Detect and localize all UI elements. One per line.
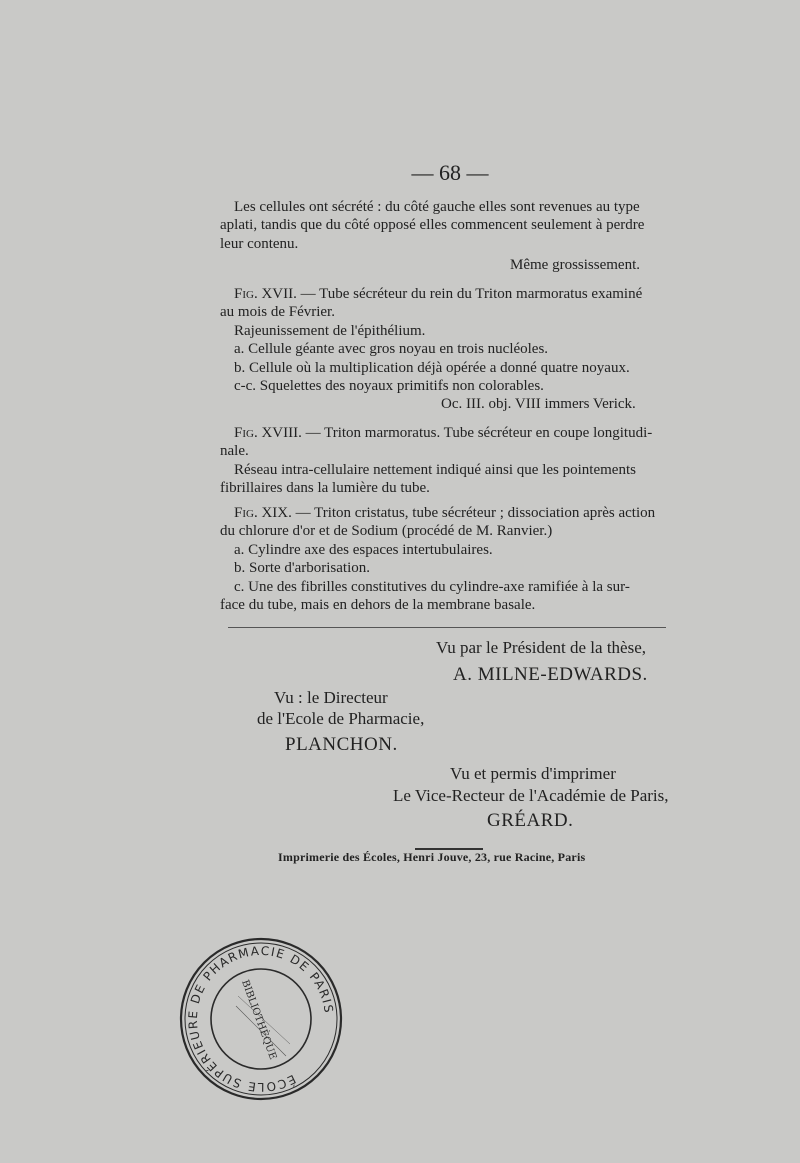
page-number: — 68 — — [411, 160, 489, 185]
fig17-line: Rajeunissement de l'épithélium. — [234, 322, 426, 339]
print-permission-line: Le Vice-Recteur de l'Académie de Paris, — [393, 786, 669, 805]
svg-text:ÉCOLE SUPÉRIEURE DE PHARMACIE: ÉCOLE SUPÉRIEURE DE PHARMACIE DE PARIS — [185, 943, 336, 1095]
fig18-line: fibrillaires dans la lumière du tube. — [220, 480, 430, 497]
print-permission-line: Vu et permis d'imprimer — [450, 764, 616, 783]
fig19-block — [220, 504, 666, 614]
fig18-label: Fig. XVIII. — [234, 425, 302, 441]
fig17-line: c-c. Squelettes des noyaux primitifs non colorables. — [234, 378, 544, 395]
fig17-line: au mois de Février. — [220, 304, 335, 321]
printer-imprint: Imprimerie des Écoles, Henri Jouve, 23, rue Racine, Paris — [278, 850, 586, 864]
intro-line: Les cellules ont sécrété : du côté gauche elles sont revenues au type — [234, 199, 640, 215]
section-divider — [228, 627, 666, 628]
fig19-line: b. Sorte d'arborisation. — [234, 560, 371, 577]
fig17-line: b. Cellule où la multiplication déjà opérée a donné quatre noyaux. — [234, 359, 630, 376]
fig19-line: a. Cylindre axe des espaces intertubulaires. — [234, 541, 493, 558]
fig19-line: face du tube, mais en dehors de la membrane basale. — [220, 597, 536, 614]
library-stamp — [178, 936, 344, 1102]
magnification-note: Même grossissement. — [510, 257, 640, 273]
intro-paragraph — [220, 198, 666, 253]
svg-text:BIBLIOTHÈQUE: BIBLIOTHÈQUE — [239, 978, 279, 1062]
president-line: Vu par le Président de la thèse, — [436, 638, 646, 657]
fig17-optics: Oc. III. obj. VIII immers Verick. — [441, 396, 636, 412]
intro-line: aplati, tandis que du côté opposé elles commencent seulement à perdre — [220, 217, 645, 234]
fig19-label: Fig. XIX. — [234, 505, 292, 521]
director-line: de l'Ecole de Pharmacie, — [257, 709, 425, 728]
president-name: A. MILNE-EDWARDS. — [453, 664, 648, 685]
fig17-line: — Tube sécréteur du rein du Triton marmoratus examiné — [300, 286, 643, 302]
director-line: Vu : le Directeur — [274, 688, 388, 707]
fig18-line: Réseau intra-cellulaire nettement indiqué ainsi que les pointements — [234, 461, 636, 478]
fig17-label: Fig. XVII. — [234, 286, 297, 302]
director-name: PLANCHON. — [285, 734, 398, 755]
fig18-block — [220, 424, 666, 498]
fig19-line: — Triton cristatus, tube sécréteur ; dissociation après action — [295, 505, 656, 521]
fig19-line: du chlorure d'or et de Sodium (procédé de M. Ranvier.) — [220, 523, 553, 540]
intro-line: leur contenu. — [220, 235, 299, 252]
fig17-line: a. Cellule géante avec gros noyau en trois nucléoles. — [234, 341, 549, 358]
fig18-line: — Triton marmoratus. Tube sécréteur en coupe longitudi- — [305, 425, 653, 441]
fig18-line: nale. — [220, 443, 249, 460]
fig19-line: c. Une des fibrilles constitutives du cylindre-axe ramifiée à la sur- — [234, 578, 630, 595]
rector-name: GRÉARD. — [487, 810, 574, 831]
fig17-block — [220, 285, 666, 395]
